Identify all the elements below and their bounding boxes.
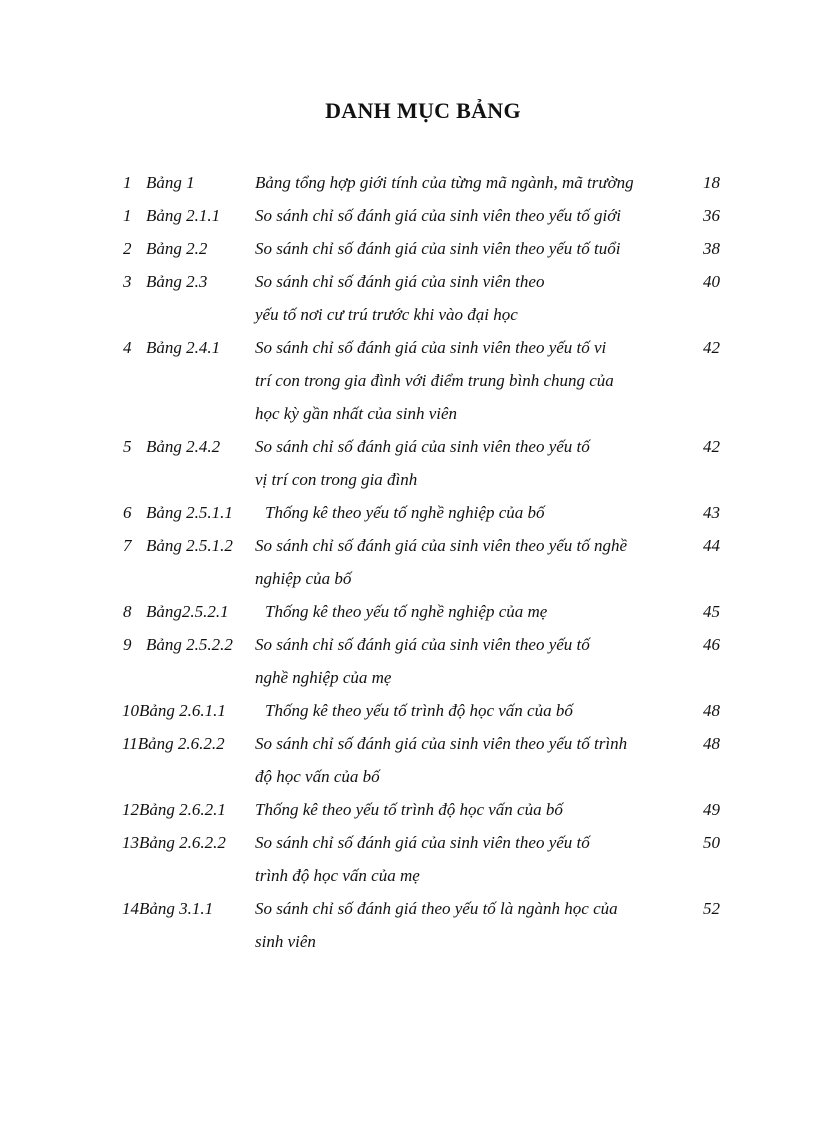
- toc-entry: [0, 628, 816, 694]
- table-list: [0, 166, 816, 958]
- toc-entry-page-number: 46: [703, 635, 720, 654]
- toc-entry-description-line: So sánh chỉ số đánh giá của sinh viên theo yếu tố: [255, 833, 590, 852]
- toc-entry-page-number: 40: [703, 272, 720, 291]
- toc-entry-description-line: học kỳ gần nhất của sinh viên: [255, 404, 458, 423]
- toc-entry-code: Bảng 2.5.2.2: [146, 635, 233, 654]
- toc-entry-number: 5: [123, 437, 132, 456]
- toc-entry: [0, 694, 816, 727]
- toc-entry-description: [255, 595, 695, 628]
- toc-entry-number: 1: [123, 206, 132, 225]
- toc-entry-page-number: 48: [703, 734, 720, 753]
- toc-entry-code: Bảng 2.6.1.1: [139, 701, 226, 720]
- toc-entry-description: [255, 430, 695, 496]
- toc-entry: [0, 199, 816, 232]
- toc-entry-code: Bảng 2.5.1.2: [146, 536, 233, 555]
- toc-entry-page-number: 38: [703, 239, 720, 258]
- toc-entry-description-line: Thống kê theo yếu tố nghề nghiệp của bố: [265, 503, 545, 522]
- toc-entry-code: Bảng2.5.2.1: [146, 602, 229, 621]
- toc-entry-description-line: So sánh chỉ số đánh giá của sinh viên theo yếu tố vi: [255, 338, 607, 357]
- toc-entry: [0, 232, 816, 265]
- toc-entry-description-line: nghiệp của bố: [255, 569, 352, 588]
- toc-entry-description: [255, 628, 695, 694]
- toc-entry-code: Bảng 3.1.1: [139, 899, 214, 918]
- toc-entry-code: Bảng 1: [146, 173, 195, 192]
- toc-entry-description-line: vị trí con trong gia đình: [255, 470, 418, 489]
- toc-entry-description-line: So sánh chỉ số đánh giá của sinh viên theo yếu tố giới: [255, 206, 622, 225]
- toc-entry-description-line: Thống kê theo yếu tố trình độ học vấn của bố: [255, 800, 563, 819]
- toc-entry-code: Bảng 2.2: [146, 239, 208, 258]
- toc-entry: [0, 496, 816, 529]
- toc-entry-number: 10: [122, 701, 139, 720]
- toc-entry-description-line: trí con trong gia đình với điểm trung bình chung của: [255, 371, 614, 390]
- toc-entry-description-line: So sánh chỉ số đánh giá theo yếu tố là ngành học của: [255, 899, 618, 918]
- toc-entry-page-number: 45: [703, 602, 720, 621]
- toc-entry: [0, 430, 816, 496]
- toc-entry: [0, 331, 816, 430]
- toc-entry-page-number: 44: [703, 536, 720, 555]
- toc-entry-code: Bảng 2.1.1: [146, 206, 221, 225]
- toc-entry-page-number: 49: [703, 800, 720, 819]
- toc-entry-description-line: nghề nghiệp của mẹ: [255, 668, 392, 687]
- toc-entry-number: 4: [123, 338, 132, 357]
- toc-entry-number: 3: [123, 272, 132, 291]
- toc-entry-description-line: So sánh chỉ số đánh giá của sinh viên theo yếu tố nghề: [255, 536, 628, 555]
- toc-entry-description-line: So sánh chỉ số đánh giá của sinh viên theo yếu tố: [255, 635, 590, 654]
- toc-entry-description-line: So sánh chỉ số đánh giá của sinh viên theo yếu tố: [255, 437, 590, 456]
- toc-entry-page-number: 50: [703, 833, 720, 852]
- toc-entry-number: 11: [122, 734, 138, 753]
- toc-entry-number: 6: [123, 503, 132, 522]
- toc-entry-description: [255, 826, 695, 892]
- toc-entry-description: [255, 166, 695, 199]
- toc-entry: [0, 793, 816, 826]
- toc-entry-number: 8: [123, 602, 132, 621]
- toc-entry-page-number: 42: [703, 338, 720, 357]
- toc-entry-code: Bảng 2.4.1: [146, 338, 221, 357]
- toc-entry: [0, 727, 816, 793]
- toc-entry-description: [255, 793, 695, 826]
- toc-entry-description: [255, 694, 695, 727]
- toc-entry-page-number: 42: [703, 437, 720, 456]
- toc-entry-description: [255, 199, 695, 232]
- toc-entry-page-number: 43: [703, 503, 720, 522]
- toc-entry-page-number: 36: [703, 206, 720, 225]
- toc-entry: [0, 892, 816, 958]
- toc-entry-description-line: trình độ học vấn của mẹ: [255, 866, 420, 885]
- toc-entry-code: Bảng 2.6.2.1: [139, 800, 226, 819]
- toc-entry-number: 12: [122, 800, 139, 819]
- toc-entry-code: Bảng 2.6.2.2: [137, 734, 225, 753]
- toc-entry-description-line: Bảng tổng hợp giới tính của từng mã ngành, mã trường: [255, 173, 634, 192]
- toc-entry-page-number: 52: [703, 899, 720, 918]
- toc-entry-description-line: Thống kê theo yếu tố trình độ học vấn của bố: [265, 701, 573, 720]
- toc-entry-description: [255, 529, 695, 595]
- toc-entry-code: Bảng 2.4.2: [146, 437, 221, 456]
- toc-entry-description-line: So sánh chỉ số đánh giá của sinh viên theo yếu tố tuổi: [255, 239, 621, 258]
- toc-entry-description: [255, 265, 695, 331]
- toc-entry: [0, 826, 816, 892]
- toc-entry-description: [255, 727, 695, 793]
- toc-entry-number: 2: [123, 239, 132, 258]
- page-title: DANH MỤC BẢNG: [325, 98, 521, 123]
- toc-entry-description: [255, 892, 695, 958]
- toc-entry-number: 9: [123, 635, 132, 654]
- toc-entry-number: 14: [122, 899, 139, 918]
- toc-entry-description-line: So sánh chỉ số đánh giá của sinh viên theo: [255, 272, 545, 291]
- toc-entry-page-number: 18: [703, 173, 720, 192]
- toc-entry: [0, 265, 816, 331]
- toc-entry-code: Bảng 2.5.1.1: [146, 503, 233, 522]
- toc-entry-description-line: Thống kê theo yếu tố nghề nghiệp của mẹ: [265, 602, 548, 621]
- toc-entry-page-number: 48: [703, 701, 720, 720]
- toc-entry-number: 7: [123, 536, 132, 555]
- toc-entry-number: 13: [122, 833, 139, 852]
- toc-entry: [0, 529, 816, 595]
- toc-entry-description-line: So sánh chỉ số đánh giá của sinh viên theo yếu tố trình: [255, 734, 628, 753]
- toc-entry: [0, 166, 816, 199]
- toc-entry-number: 1: [123, 173, 132, 192]
- toc-entry-description-line: yếu tố nơi cư trú trước khi vào đại học: [255, 305, 518, 324]
- toc-entry-description: [255, 496, 695, 529]
- toc-entry-description: [255, 232, 695, 265]
- toc-entry-code: Bảng 2.6.2.2: [139, 833, 226, 852]
- toc-entry-code: Bảng 2.3: [146, 272, 208, 291]
- toc-entry-description-line: độ học vấn của bố: [255, 767, 380, 786]
- toc-entry-description-line: sinh viên: [255, 932, 316, 951]
- toc-entry-description: [255, 331, 695, 430]
- toc-entry: [0, 595, 816, 628]
